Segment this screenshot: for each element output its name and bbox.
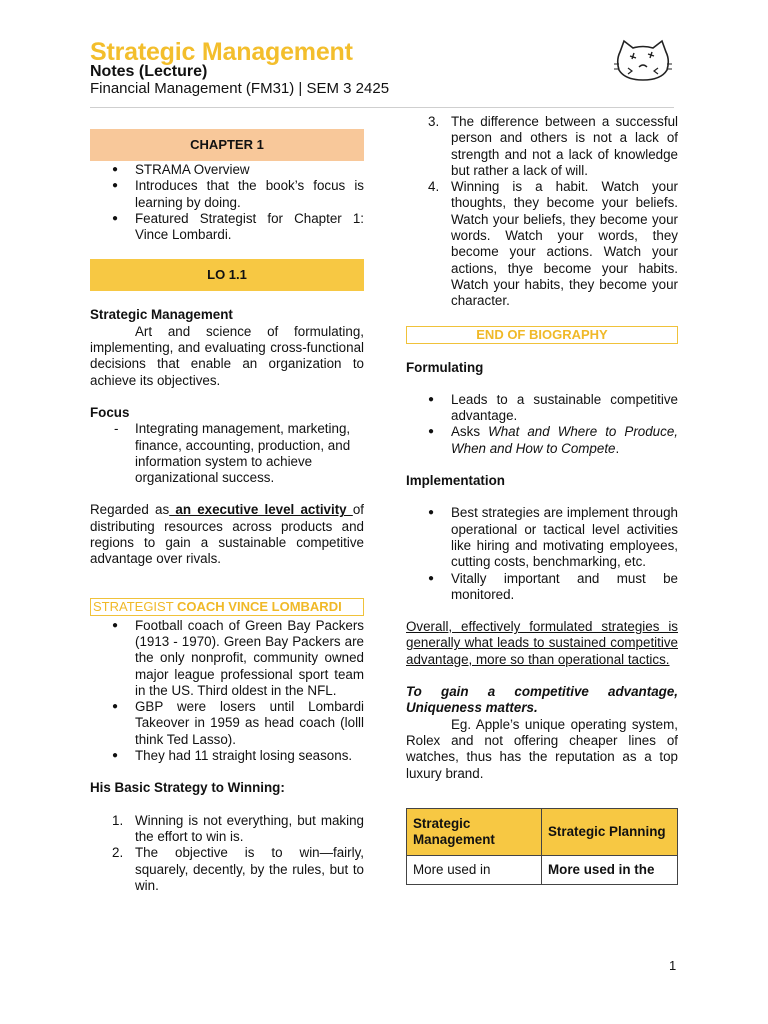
cat-doodle-icon (614, 38, 672, 84)
list-item: 1. Winning is not everything, but making the effort to win is. (90, 813, 364, 846)
focus-list (90, 421, 364, 486)
list-item: 2. The objective is to win—fairly, squarely, decently, by the rules, but to win. (90, 845, 364, 894)
header-divider (90, 107, 674, 108)
lombardi-bullets (90, 618, 364, 765)
list-item: ● Football coach of Green Bay Packers (1913 - 1970). Green Bay Packers are the only nonprofit, community owned major league professional sport team in the US. Third oldest in the NFL. (90, 618, 364, 699)
section-heading: Formulating (406, 359, 484, 375)
table-cell: More used in (407, 855, 542, 884)
emphasis-text: an executive level activity (169, 502, 353, 518)
section-heading: His Basic Strategy to Winning: (90, 780, 285, 796)
list-item: ● Introduces that the book’s focus is learning by doing. (90, 178, 364, 211)
comparison-table (406, 808, 678, 885)
list-item: ● Asks What and Where to Produce, When and How to Compete. (406, 424, 678, 457)
list-item: ● Featured Strategist for Chapter 1: Vince Lombardi. (90, 211, 364, 244)
end-of-biography-bar: END OF BIOGRAPHY (406, 326, 678, 344)
list-item: ● Best strategies are implement through operational or tactical level activities like hiring and motivating employees, cutting costs, benchmarking, etc. (406, 505, 678, 570)
section-heading: Implementation (406, 473, 505, 489)
overall-paragraph: Overall, effectively formulated strategies is generally what leads to sustained competitive advantage, more so than operational tactics. (406, 619, 678, 667)
right-column (406, 114, 678, 885)
regarded-paragraph: Regarded as an executive level activity of distributing resources across products and regions to gain a sustainable competitive advantage over rivals. (90, 502, 364, 567)
chapter-bar: CHAPTER 1 (90, 129, 364, 161)
page-number: 1 (669, 958, 677, 973)
table-row (407, 855, 678, 884)
list-item: ● Leads to a sustainable competitive advantage. (406, 392, 678, 425)
list-item: ● GBP were losers until Lombardi Takeover in 1959 as head coach (lolll think Ted Lasso). (90, 699, 364, 748)
list-item: ● Vitally important and must be monitored. (406, 571, 678, 604)
table-header-cell: Strategic Planning (542, 808, 678, 855)
section-heading: Strategic Management (90, 307, 233, 323)
document-subtitle: Notes (Lecture) (90, 63, 208, 80)
strategy-list-continued (406, 114, 678, 310)
implementation-bullets (406, 505, 678, 603)
lo-bar: LO 1.1 (90, 259, 364, 291)
list-item: ● They had 11 straight losing seasons. (90, 748, 364, 764)
definition-paragraph: Art and science of formulating, implementing, and evaluating cross-functional decisions that enable an organization to achieve its objectives. (90, 323, 364, 388)
list-item: - Integrating management, marketing, finance, accounting, production, and information system to achieve organizational success. (90, 421, 364, 486)
table-cell: More used in the (542, 855, 678, 884)
strategist-bar: STRATEGIST COACH VINCE LOMBARDI (90, 598, 364, 616)
list-item: 3. The difference between a successful person and others is not a lack of strength and not a lack of knowledge but rather a lack of will. (406, 114, 678, 179)
left-column (90, 129, 364, 894)
formulating-bullets (406, 392, 678, 457)
document-title: Strategic Management (90, 38, 353, 66)
list-item: ● STRAMA Overview (90, 162, 364, 178)
section-heading: Focus (90, 404, 130, 420)
list-item: 4. Winning is a habit. Watch your thoughts, they become your beliefs. Watch your beliefs, they become your words. Watch your words, they become your actions. Watch your actions, thye become your habits. Watch your habits, they become your character. (406, 179, 678, 309)
course-line: Financial Management (FM31) | SEM 3 2425 (90, 80, 390, 97)
strategy-list (90, 813, 364, 894)
table-header-cell: Strategic Management (407, 808, 542, 855)
example-paragraph: Eg. Apple’s unique operating system, Rolex and not offering cheaper lines of watches, thus has the reputation as a top luxury brand. (406, 716, 678, 781)
uniqueness-statement: To gain a competitive advantage, Uniqueness matters. (406, 684, 678, 716)
chapter-bullets (90, 162, 364, 243)
table-header-row (407, 808, 678, 855)
